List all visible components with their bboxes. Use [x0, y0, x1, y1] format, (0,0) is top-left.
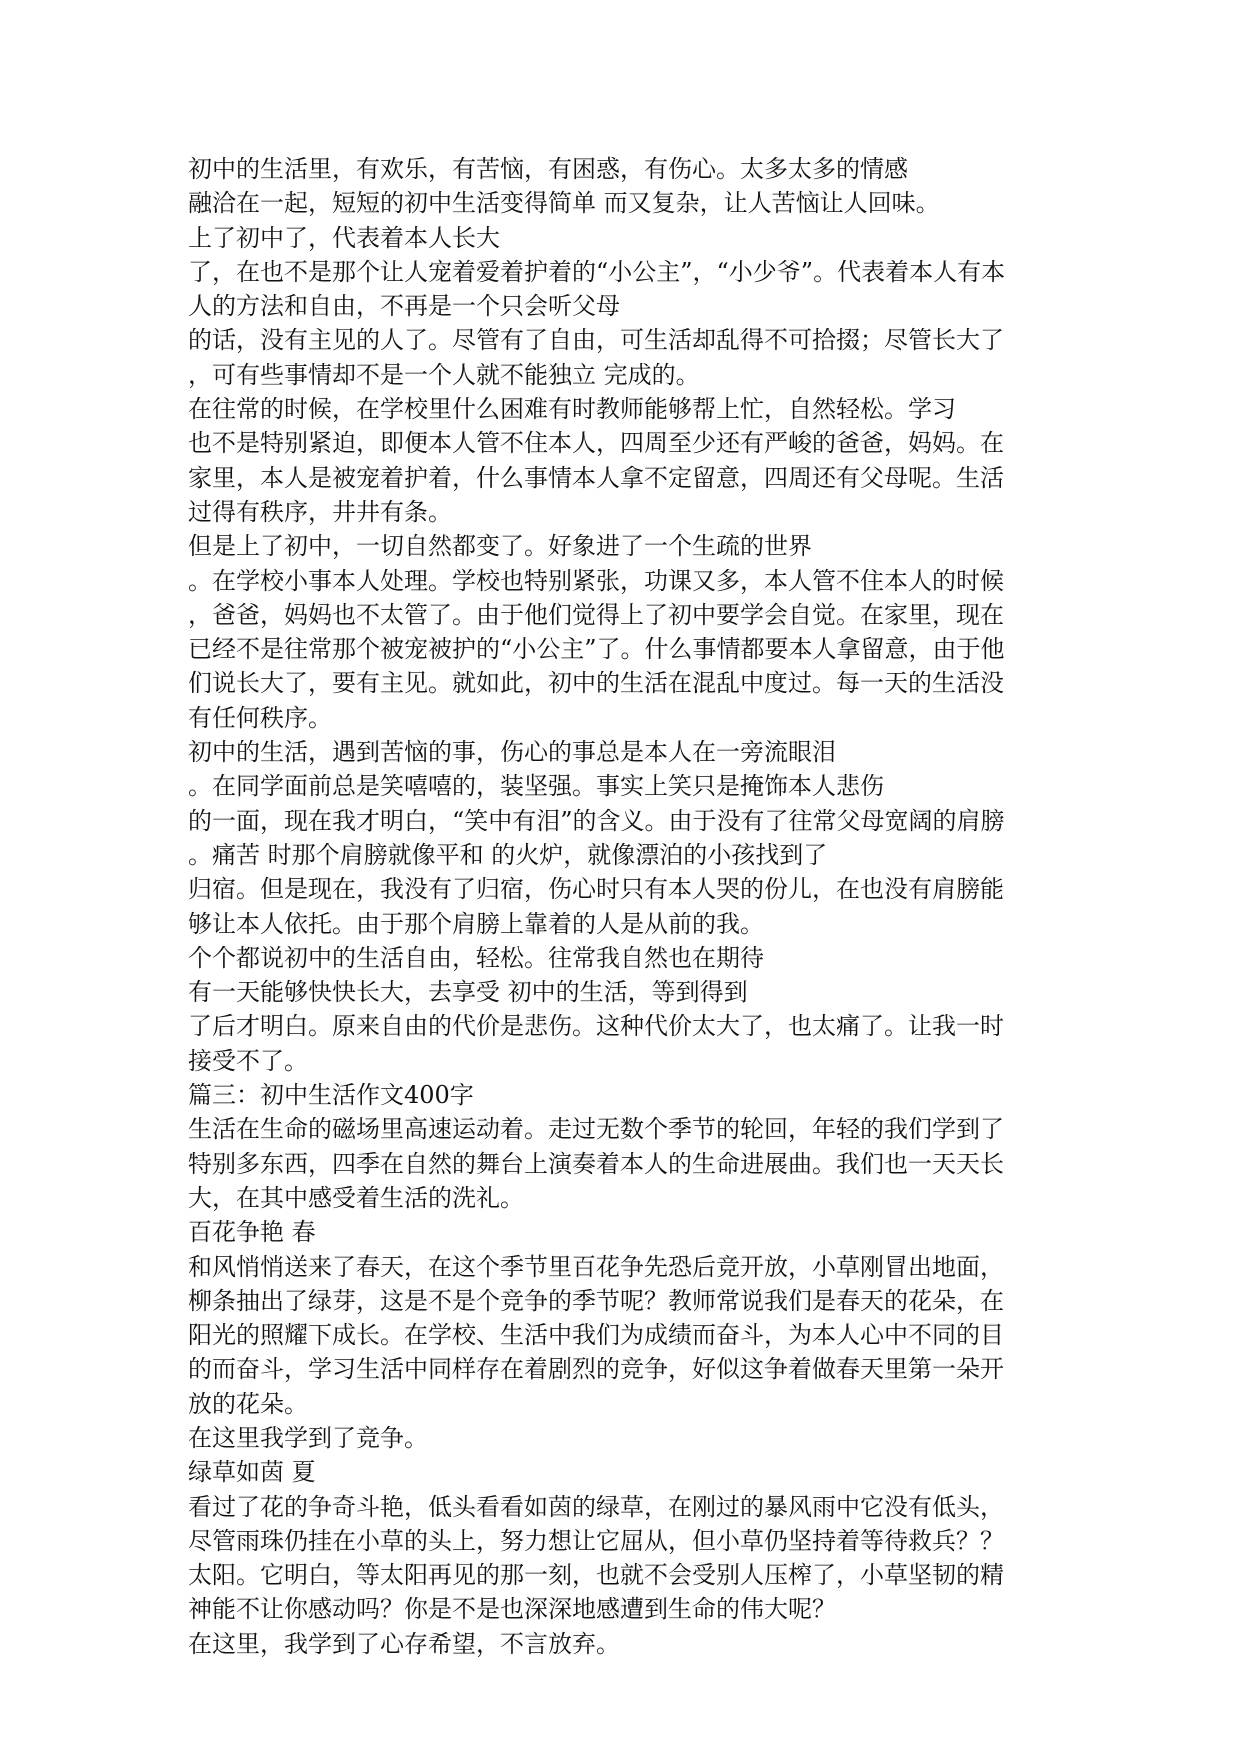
text-line: 和风悄悄送来了春天，在这个季节里百花争先恐后竞开放，小草刚冒出地面，	[188, 1252, 1004, 1281]
text-line: 也不是特别紧迫，即便本人管不住本人，四周至少还有严峻的爸爸，妈妈。在	[188, 429, 1004, 458]
text-line: 太阳。它明白，等太阳再见的那一刻，也就不会受别人压榨了，小草坚韧的精	[188, 1561, 1004, 1590]
text-line: ，爸爸，妈妈也不太管了。由于他们觉得上了初中要学会自觉。在家里，现在	[188, 600, 1004, 629]
text-line: 绿草如茵 夏	[188, 1458, 316, 1487]
text-line: 了后才明白。原来自由的代价是悲伤。这种代价太大了，也太痛了。让我一时	[188, 1012, 1004, 1041]
text-line: 大，在其中感受着生活的洗礼。	[188, 1183, 524, 1212]
text-line: 。在同学面前总是笑嘻嘻的，装坚强。事实上笑只是掩饰本人悲伤	[188, 772, 884, 801]
text-line: 人的方法和自由，不再是一个只会听父母	[188, 292, 620, 321]
text-line: 在往常的时候，在学校里什么困难有时教师能够帮上忙，自然轻松。学习	[188, 395, 956, 424]
text-line: 够让本人依托。由于那个肩膀上靠着的人是从前的我。	[188, 909, 764, 938]
text-line: 放的花朵。	[188, 1389, 308, 1418]
text-line: 。在学校小事本人处理。学校也特别紧张，功课又多，本人管不住本人的时候	[188, 566, 1004, 595]
text-line: 们说长大了，要有主见。就如此，初中的生活在混乱中度过。每一天的生活没	[188, 669, 1004, 698]
text-line: 个个都说初中的生活自由，轻松。往常我自然也在期待	[188, 943, 764, 972]
text-line: 。痛苦 时那个肩膀就像平和 的火炉，就像漂泊的小孩找到了	[188, 840, 828, 869]
text-line: 在这里我学到了竞争。	[188, 1423, 428, 1452]
text-line: 阳光的照耀下成长。在学校、生活中我们为成绩而奋斗，为本人心中不同的目	[188, 1321, 1004, 1350]
text-line: ，可有些事情却不是一个人就不能独立 完成的。	[188, 360, 700, 389]
text-line: 特别多东西，四季在自然的舞台上演奏着本人的生命进展曲。我们也一天天长	[188, 1149, 1004, 1178]
text-line: 篇三：初中生活作文400字	[188, 1081, 474, 1110]
text-line: 过得有秩序，井井有条。	[188, 497, 452, 526]
text-line: 在这里，我学到了心存希望，不言放弃。	[188, 1629, 620, 1658]
text-line: 神能不让你感动吗？你是不是也深深地感遭到生命的伟大呢？	[188, 1595, 836, 1624]
text-line: 但是上了初中，一切自然都变了。好象进了一个生疏的世界	[188, 532, 812, 561]
document-body	[188, 152, 1068, 1661]
text-line: 归宿。但是现在，我没有了归宿，伤心时只有本人哭的份儿，在也没有肩膀能	[188, 875, 1004, 904]
text-line: 的而奋斗，学习生活中同样存在着剧烈的竞争，好似这争着做春天里第一朵开	[188, 1355, 1004, 1384]
text-line: 已经不是往常那个被宠被护的“小公主”了。什么事情都要本人拿留意，由于他	[188, 635, 1005, 664]
text-line: 的一面，现在我才明白，“笑中有泪”的含义。由于没有了往常父母宽阔的肩膀	[188, 806, 1005, 835]
text-line: 有任何秩序。	[188, 703, 332, 732]
text-line: 初中的生活，遇到苦恼的事，伤心的事总是本人在一旁流眼泪	[188, 738, 836, 767]
text-line: 了，在也不是那个让人宠着爱着护着的“小公主”，“小少爷”。代表着本人有本	[188, 257, 1006, 286]
text-line: 家里，本人是被宠着护着，什么事情本人拿不定留意，四周还有父母呢。生活	[188, 463, 1004, 492]
text-line: 有一天能够快快长大，去享受 初中的生活，等到得到	[188, 978, 748, 1007]
text-line: 的话，没有主见的人了。尽管有了自由，可生活却乱得不可拾掇；尽管长大了	[188, 326, 1004, 355]
text-line: 看过了花的争奇斗艳，低头看看如茵的绿草，在刚过的暴风雨中它没有低头，	[188, 1492, 1004, 1521]
text-line: 初中的生活里，有欢乐，有苦恼，有困惑，有伤心。太多太多的情感	[188, 155, 908, 183]
text-line: 生活在生命的磁场里高速运动着。走过无数个季节的轮回，年轻的我们学到了	[188, 1115, 1004, 1144]
text-line: 上了初中了，代表着本人长大	[188, 223, 500, 252]
text-line: 融洽在一起，短短的初中生活变得简单 而又复杂，让人苦恼让人回味。	[188, 189, 940, 218]
text-line: 百花争艳 春	[188, 1218, 316, 1247]
text-line: 柳条抽出了绿芽，这是不是个竞争的季节呢？教师常说我们是春天的花朵，在	[188, 1286, 1004, 1315]
text-line: 接受不了。	[188, 1046, 308, 1075]
text-line: 尽管雨珠仍挂在小草的头上，努力想让它屈从，但小草仍坚持着等待救兵？？	[188, 1526, 1004, 1555]
